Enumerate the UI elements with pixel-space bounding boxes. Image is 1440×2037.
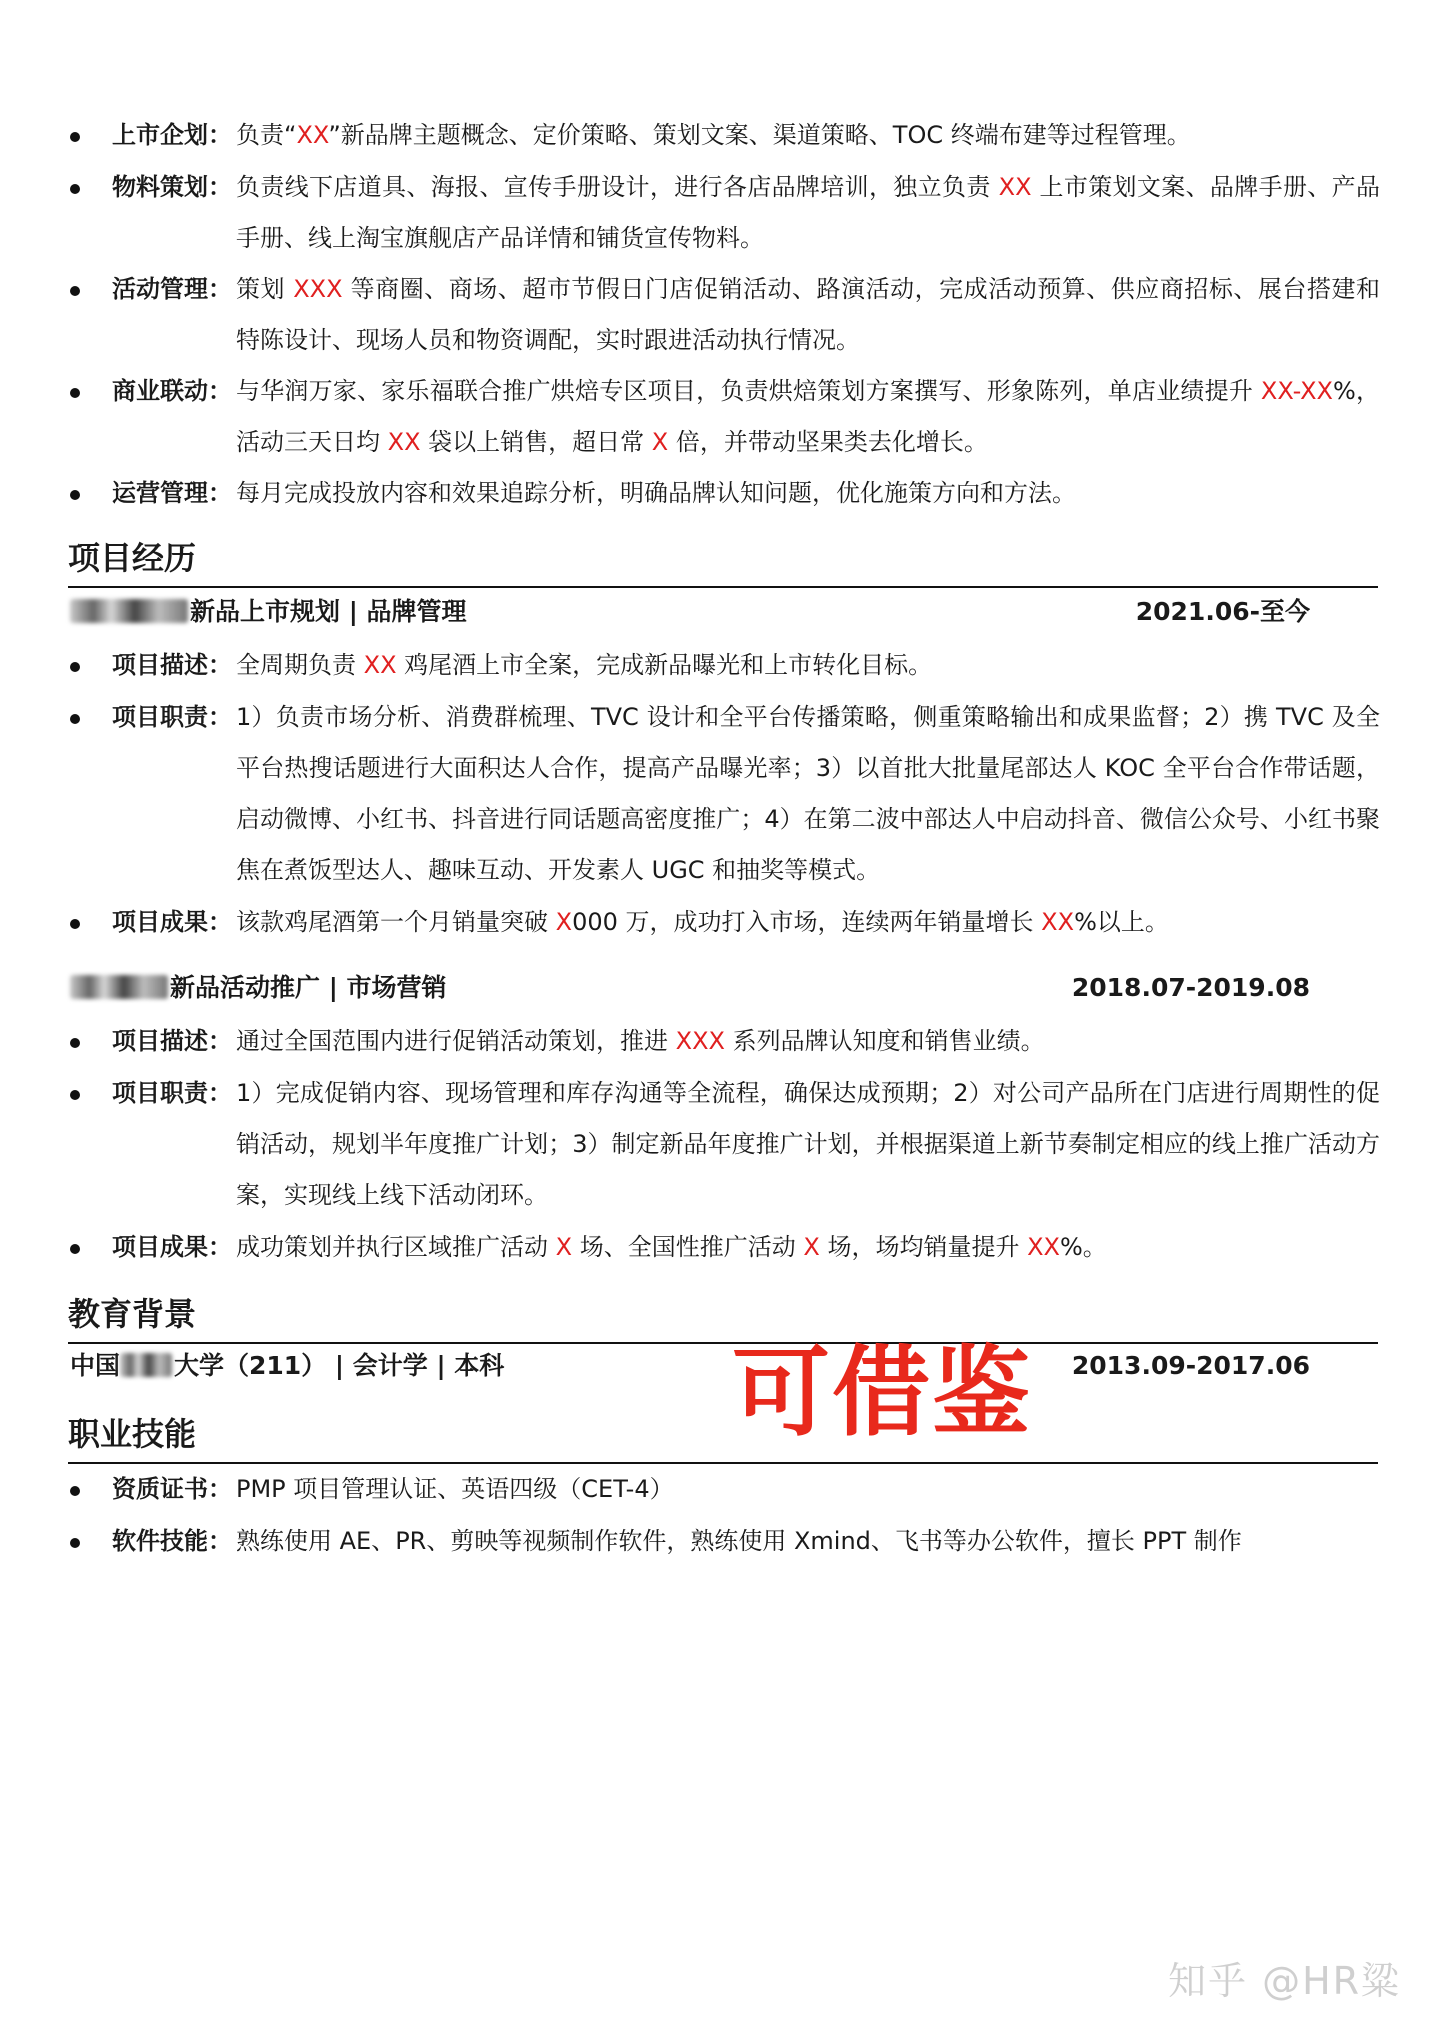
- section-skills: [68, 1412, 1378, 1464]
- skill-label: 资质证书：: [112, 1475, 232, 1503]
- bullet-icon: [70, 1090, 80, 1100]
- project-item-text: 通过全国范围内进行促销活动策划，推进 XXX 系列品牌认知度和销售业绩。: [236, 1027, 1045, 1055]
- skill-label: 软件技能：: [112, 1527, 232, 1555]
- highlight-placeholder: XX: [998, 173, 1032, 201]
- project-item-text: 1）完成促销内容、现场管理和库存沟通等全流程，确保达成预期；2）对公司产品所在门店进行周期性的促销活动，规划半年度推广计划；3）制定新品年度推广计划，并根据渠道上新节奏制定相应的线上推广活动方案，实现线上线下活动闭环。: [236, 1079, 1380, 1209]
- project-header: [70, 594, 1310, 630]
- duty-label: 物料策划：: [112, 173, 232, 201]
- section-title: 职业技能: [68, 1415, 197, 1453]
- project-header: [70, 970, 1310, 1006]
- highlight-placeholder: X: [555, 1233, 573, 1261]
- project-item: [70, 640, 1380, 691]
- duty-label: 上市企划：: [112, 121, 232, 149]
- project-date: 2018.07-2019.08: [1071, 973, 1310, 1002]
- section-title: 项目经历: [68, 539, 197, 577]
- project-item: [70, 692, 1380, 896]
- redacted-blur: [70, 975, 168, 999]
- duty-text: 策划 XXX 等商圈、商场、超市节假日门店促销活动、路演活动，完成活动预算、供应商招标、展台搭建和特陈设计、现场人员和物资调配，实时跟进活动执行情况。: [236, 275, 1380, 354]
- project-item-label: 项目成果：: [112, 1233, 232, 1261]
- project-item: [70, 1016, 1380, 1067]
- project-item: [70, 1222, 1380, 1273]
- section-projects: [68, 536, 1378, 588]
- highlight-placeholder: XX: [363, 651, 397, 679]
- project-date: 2021.06-至今: [1135, 597, 1310, 626]
- bullet-icon: [70, 1538, 80, 1548]
- project-item-label: 项目描述：: [112, 651, 232, 679]
- stamp-text: 可借鉴: [732, 1336, 1033, 1450]
- duty-text: 与华润万家、家乐福联合推广烘焙专区项目，负责烘焙策划方案撰写、形象陈列，单店业绩提升 XX-XX%，活动三天日均 XX 袋以上销售，超日常 X 倍，并带动坚果类去化增长。: [236, 377, 1380, 456]
- highlight-placeholder: X: [555, 908, 573, 936]
- education-date: 2013.09-2017.06: [1071, 1351, 1310, 1380]
- highlight-placeholder: XXX: [293, 275, 343, 303]
- bullet-icon: [70, 662, 80, 672]
- bullet-icon: [70, 1486, 80, 1496]
- highlight-placeholder: XXX: [675, 1027, 725, 1055]
- section-title: 教育背景: [68, 1295, 197, 1333]
- skill-item: [70, 1516, 1380, 1567]
- education-row: [70, 1348, 1310, 1384]
- project-name: 新品上市规划 | 品牌管理: [190, 597, 467, 626]
- section-divider: [68, 1342, 1378, 1344]
- duty-item: [70, 468, 1380, 519]
- bullet-icon: [70, 132, 80, 142]
- highlight-placeholder: X: [803, 1233, 820, 1261]
- project-item-label: 项目职责：: [112, 703, 232, 731]
- project-item-label: 项目职责：: [112, 1079, 232, 1107]
- duty-label: 商业联动：: [112, 377, 232, 405]
- duty-text: 负责线下店道具、海报、宣传手册设计，进行各店品牌培训，独立负责 XX 上市策划文案、品牌手册、产品手册、线上淘宝旗舰店产品详情和铺货宣传物料。: [236, 173, 1380, 252]
- project-item: [70, 1068, 1380, 1221]
- highlight-placeholder: X: [651, 428, 669, 456]
- duty-label: 活动管理：: [112, 275, 232, 303]
- school-details: 大学（211） | 会计学 | 本科: [174, 1351, 505, 1380]
- duty-item: [70, 162, 1380, 264]
- school-prefix: 中国: [70, 1351, 121, 1380]
- watermark: 知乎 @HR粱: [1168, 1959, 1402, 2003]
- duty-item: [70, 366, 1380, 468]
- bullet-icon: [70, 286, 80, 296]
- highlight-placeholder: XX: [1027, 1233, 1060, 1261]
- skill-item: [70, 1464, 1380, 1515]
- duty-item: [70, 110, 1380, 161]
- highlight-placeholder: XX: [296, 121, 329, 149]
- highlight-placeholder: XX: [1041, 908, 1075, 936]
- section-divider: [68, 586, 1378, 588]
- bullet-icon: [70, 388, 80, 398]
- skill-text: PMP 项目管理认证、英语四级（CET-4）: [236, 1475, 674, 1503]
- redacted-blur: [120, 1353, 172, 1377]
- project-name: 新品活动推广 | 市场营销: [170, 973, 447, 1002]
- bullet-icon: [70, 714, 80, 724]
- project-item-text: 全周期负责 XX 鸡尾酒上市全案，完成新品曝光和上市转化目标。: [236, 651, 933, 679]
- bullet-icon: [70, 1244, 80, 1254]
- redacted-blur: [70, 599, 188, 623]
- project-item-text: 1）负责市场分析、消费群梳理、TVC 设计和全平台传播策略，侧重策略输出和成果监督；2）携 TVC 及全平台热搜话题进行大面积达人合作，提高产品曝光率；3）以首批大批量尾部达人 KOC 全平台合作带话题，启动微博、小红书、抖音进行同话题高密度推广；4）在第二波中部达人中启动抖音、微信公众号、小红书聚焦在煮饭型达人、趣味互动、开发素人 UGC 和抽奖等模式。: [236, 703, 1380, 884]
- project-item-text: 成功策划并执行区域推广活动 X 场、全国性推广活动 X 场，场均销量提升 XX%。: [236, 1233, 1107, 1261]
- bullet-icon: [70, 919, 80, 929]
- duty-label: 运营管理：: [112, 479, 232, 507]
- skill-text: 熟练使用 AE、PR、剪映等视频制作软件，熟练使用 Xmind、飞书等办公软件，擅长 PPT 制作: [236, 1527, 1242, 1555]
- bullet-icon: [70, 184, 80, 194]
- duty-text: 负责“XX”新品牌主题概念、定价策略、策划文案、渠道策略、TOC 终端布建等过程管理。: [236, 121, 1191, 149]
- project-item-label: 项目描述：: [112, 1027, 232, 1055]
- project-item: [70, 897, 1380, 948]
- duty-item: [70, 264, 1380, 366]
- bullet-icon: [70, 1038, 80, 1048]
- section-education: [68, 1292, 1378, 1344]
- bullet-icon: [70, 490, 80, 500]
- highlight-placeholder: XX: [387, 428, 421, 456]
- project-item-label: 项目成果：: [112, 908, 232, 936]
- duty-text: 每月完成投放内容和效果追踪分析，明确品牌认知问题，优化施策方向和方法。: [236, 479, 1076, 507]
- highlight-placeholder: XX-XX: [1260, 377, 1333, 405]
- project-item-text: 该款鸡尾酒第一个月销量突破 X000 万，成功打入市场，连续两年销量增长 XX%以上。: [236, 908, 1169, 936]
